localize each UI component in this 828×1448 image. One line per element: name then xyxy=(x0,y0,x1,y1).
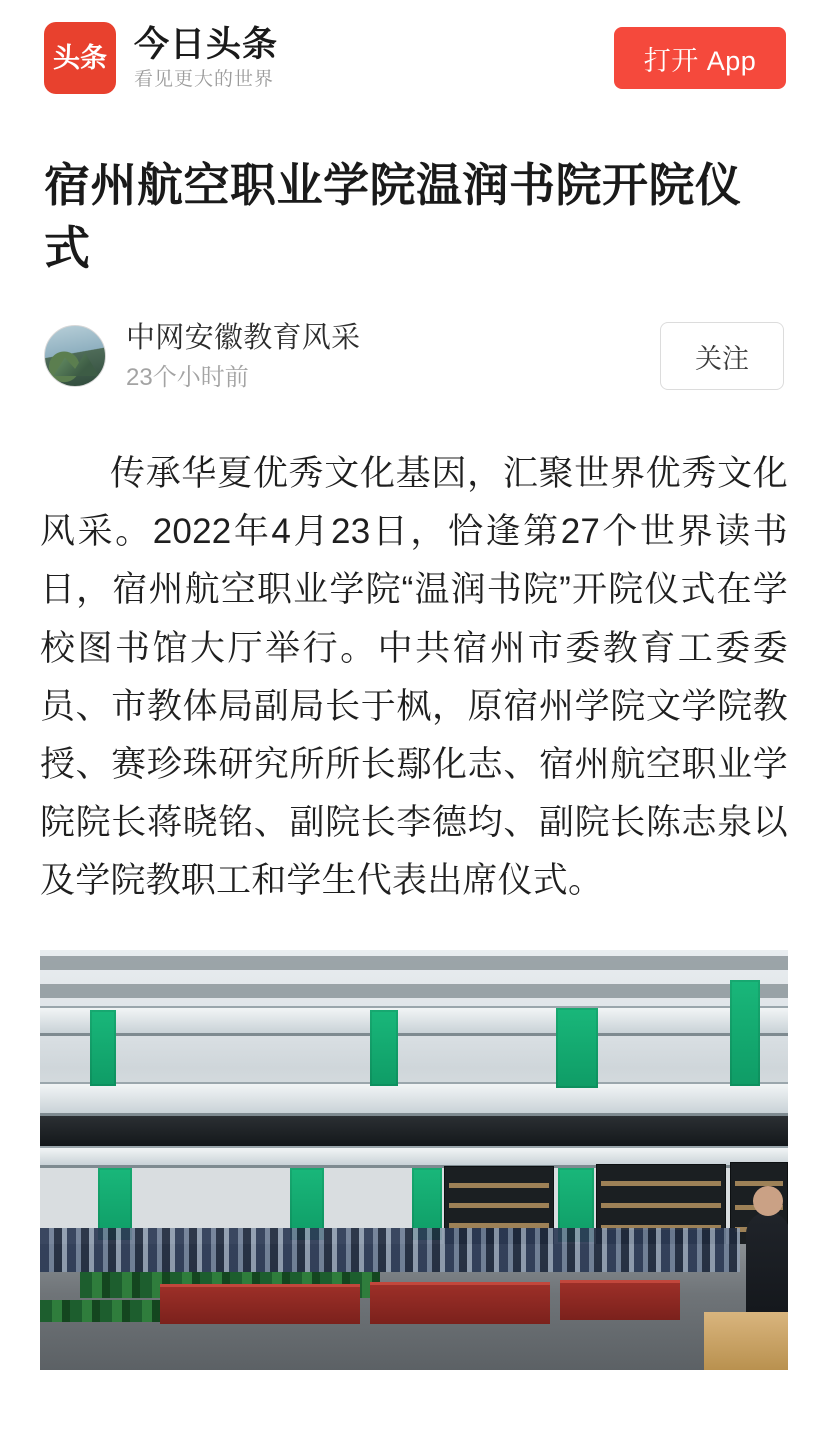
brand-title: 今日头条 xyxy=(134,24,279,64)
opening-ceremony-photo[interactable] xyxy=(40,950,788,1370)
photo-green-column-2 xyxy=(370,1010,398,1086)
photo-green-column-3 xyxy=(556,1008,598,1088)
logo-text: 头条 xyxy=(53,42,107,73)
photo-ceiling-beam-1 xyxy=(40,956,788,970)
photo-ceiling-beam-2 xyxy=(40,984,788,998)
mountain-avatar-icon[interactable] xyxy=(44,325,106,387)
app-header xyxy=(0,0,828,116)
brand[interactable] xyxy=(44,22,614,94)
author-meta xyxy=(126,321,660,391)
photo-table-3 xyxy=(560,1280,680,1320)
photo-table-1 xyxy=(160,1284,360,1324)
author-name[interactable]: 中网安徽教育风采 xyxy=(126,322,361,355)
photo-balcony-rail-2 xyxy=(40,1082,788,1116)
article-body xyxy=(40,445,788,910)
article-paragraph: 传承华夏优秀文化基因，汇聚世界优秀文化风采。2022年4月23日，恰逢第27个世界读书日，宿州航空职业学院“温润书院”开院仪式在学校图书馆大厅举行。中共宿州市委教育工委委员、市教体局副局长于枫，原宿州学院文学院教授、赛珍珠研究所所长鄢化志、宿州航空职业学院院长蒋晓铭、副院长李德均、副院长陈志泉以及学院教职工和学生代表出席仪式。 xyxy=(40,454,788,900)
photo-mid-dark-band xyxy=(40,1116,788,1146)
open-app-button[interactable]: 打开 App xyxy=(614,27,786,89)
brand-text xyxy=(134,25,278,91)
brand-subtitle: 看见更大的世界 xyxy=(134,69,275,91)
photo-audience xyxy=(40,1228,740,1272)
photo-content xyxy=(40,950,788,1370)
photo-balcony-rail-1 xyxy=(40,1006,788,1036)
page-bottom-edge xyxy=(0,1440,828,1448)
photo-table-2 xyxy=(370,1282,550,1324)
photo-green-column-4 xyxy=(730,980,760,1086)
author-row xyxy=(44,321,784,391)
page-title: 宿州航空职业学院温润书院开院仪式 xyxy=(44,159,742,274)
photo-podium xyxy=(704,1312,788,1370)
toutiao-logo-icon xyxy=(44,22,116,94)
photo-hedge-2 xyxy=(40,1300,160,1322)
publish-timestamp: 23个小时前 xyxy=(126,363,249,391)
photo-green-column-1 xyxy=(90,1010,116,1086)
follow-button[interactable]: 关注 xyxy=(660,322,784,390)
